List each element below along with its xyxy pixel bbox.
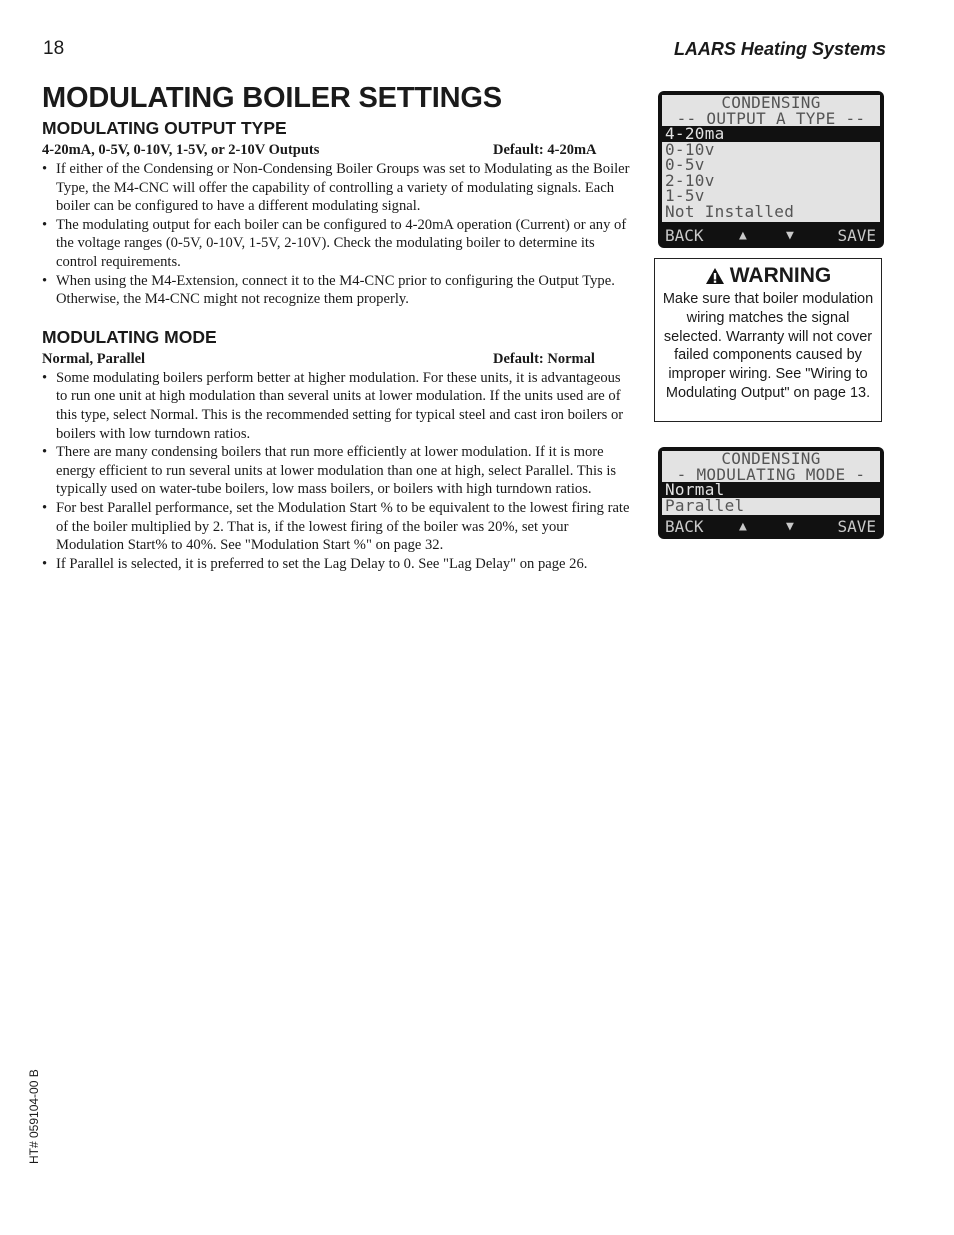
list-item: • For best Parallel performance, set the Modulation Start % to be equivalent to the lowest firing rate of the boiler multiplied by 2. That is, if the lowest firing of the boiler was 20%, set your Modulation Start% to 40%. See "Modulation Start %" on page 32. <box>42 499 630 554</box>
list-item: • Some modulating boilers perform better at higher modulation. For these units, it is advantageous to run one unit at high modulation than several units at lower modulation. If the units used are of this type, select Normal. This is the recommended setting for typical steel and cast iron boilers or boilers with low turndown ratios. <box>42 369 624 442</box>
lcd-softkeys <box>662 518 880 536</box>
lcd-save-button[interactable]: SAVE <box>837 517 876 536</box>
lcd-option-1-5v[interactable]: 1-5v <box>665 188 705 204</box>
lcd-down-arrow-icon[interactable]: ▼ <box>786 228 794 243</box>
lcd-output-type-screen <box>658 91 884 248</box>
bullet-mark: • <box>42 499 48 516</box>
lcd-option-4-20ma[interactable]: 4-20ma <box>662 126 880 142</box>
list-item: • If either of the Condensing or Non-Condensing Boiler Groups was set to Modulating as the Boiler Type, the M4-CNC will offer the capability of controlling a variety of modulating signals. Each boiler can be configured to have a different modulating signal. <box>42 161 630 215</box>
list-item: • When using the M4-Extension, connect it to the M4-CNC prior to configuring the Output Type. Otherwise, the M4-CNC might not recognize them properly. <box>42 272 615 308</box>
bullet-mark: • <box>42 369 48 386</box>
mode-heading: MODULATING MODE <box>42 326 217 347</box>
lcd-up-arrow-icon[interactable]: ▲ <box>739 519 747 534</box>
lcd-display <box>662 95 880 222</box>
lcd-down-arrow-icon[interactable]: ▼ <box>786 519 794 534</box>
output-type-heading: MODULATING OUTPUT TYPE <box>42 118 287 138</box>
lcd-back-button[interactable]: BACK <box>665 226 704 245</box>
lcd-line-menu: -- OUTPUT A TYPE -- <box>676 110 866 126</box>
bullet-mark: • <box>42 444 48 461</box>
document-code: HT# 059104-00 B <box>27 1069 41 1164</box>
list-item: • If Parallel is selected, it is preferred to set the Lag Delay to 0. See "Lag Delay" on page 26. <box>42 555 588 572</box>
left-column <box>42 117 632 573</box>
mode-default: Default: Normal <box>493 350 595 367</box>
lcd-option-parallel[interactable]: Parallel <box>665 497 745 513</box>
lcd-option-2-10v[interactable]: 2-10v <box>665 172 715 188</box>
lcd-option-not-installed[interactable]: Not Installed <box>665 203 795 219</box>
lcd-option-normal[interactable]: Normal <box>662 482 880 498</box>
lcd-display <box>662 451 880 515</box>
output-type-spec <box>42 140 632 160</box>
bullet-mark: • <box>42 216 48 233</box>
warning-title: WARNING <box>655 263 881 289</box>
lcd-modulating-mode-screen <box>658 447 884 539</box>
mode-options: Normal, Parallel <box>42 350 146 367</box>
lcd-line-menu: - MODULATING MODE - <box>676 466 866 482</box>
warning-body: Make sure that boiler modulation wiring matches the signal selected. Warranty will not cover failed components caused by improper wiring. See "Wiring to Modulating Output" on page 13. <box>662 291 874 401</box>
lcd-save-button[interactable]: SAVE <box>837 226 876 245</box>
output-type-bullets <box>42 160 632 309</box>
page-title: MODULATING BOILER SETTINGS <box>42 82 502 114</box>
list-item: • There are many condensing boilers that run more efficiently at lower modulation. If it is more energy efficient to run several units at lower modulation than one at high, select Parallel. This is typically used on water-tube boilers, low mass boilers, or boilers with high turndown ratios. <box>42 444 617 498</box>
bullet-mark: • <box>42 272 48 289</box>
output-type-default: Default: 4-20mA <box>493 142 597 158</box>
lcd-up-arrow-icon[interactable]: ▲ <box>739 228 747 243</box>
warning-triangle-icon <box>705 267 725 285</box>
lcd-option-0-5v[interactable]: 0-5v <box>665 157 705 173</box>
brand-header: LAARS Heating Systems <box>673 39 886 59</box>
lcd-softkeys <box>662 227 880 245</box>
mode-bullets <box>42 369 632 574</box>
lcd-line-group: CONDENSING <box>721 95 821 111</box>
lcd-line-group: CONDENSING <box>721 451 821 467</box>
bullet-mark: • <box>42 555 48 572</box>
mode-spec <box>42 349 632 369</box>
lcd-option-0-10v[interactable]: 0-10v <box>665 141 715 157</box>
lcd-back-button[interactable]: BACK <box>665 517 704 536</box>
bullet-mark: • <box>42 161 48 177</box>
page-number: 18 <box>43 38 65 59</box>
output-type-options: 4-20mA, 0-5V, 0-10V, 1-5V, or 2-10V Outputs <box>42 142 320 158</box>
list-item: • The modulating output for each boiler can be configured to 4-20mA operation (Current) or any of the voltage ranges (0-5V, 0-10V, 1-5V, 2-10V). Check the modulating boiler to determine its control requirements. <box>42 216 627 270</box>
warning-box <box>654 258 882 422</box>
